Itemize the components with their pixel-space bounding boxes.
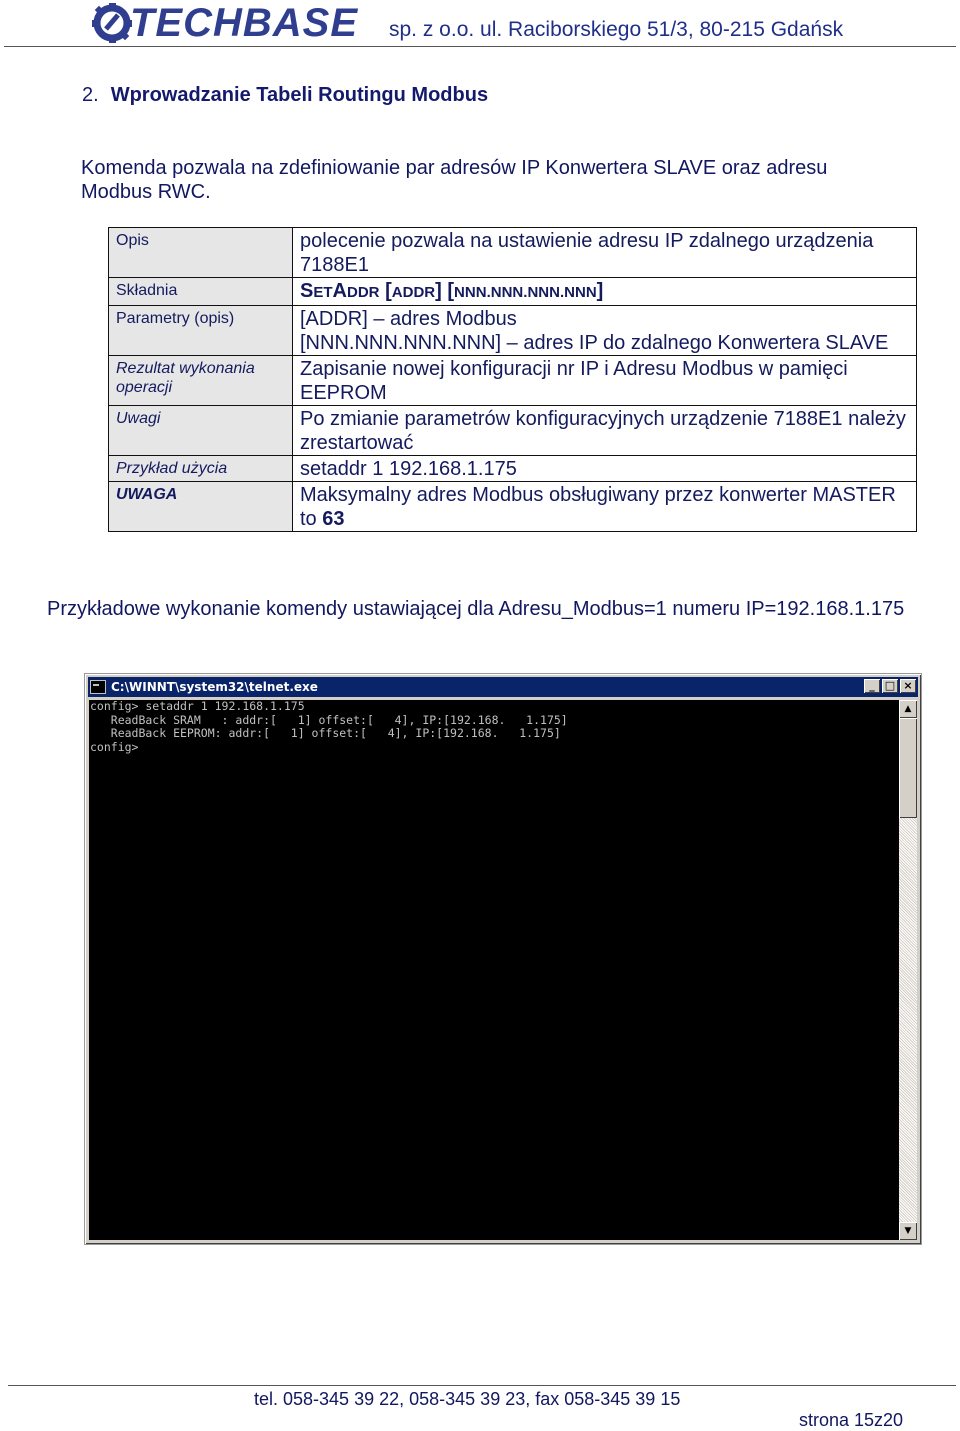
uwagi-value: Po zmianie parametrów konfiguracyjnych urządzenie 7188E1 należy zrestartować xyxy=(293,406,917,456)
company-name: TECHBASE xyxy=(130,1,359,45)
table-row xyxy=(109,306,917,356)
uwaga-value xyxy=(293,482,917,532)
przyklad-label: Przykład użycia xyxy=(109,456,293,482)
table-row xyxy=(109,356,917,406)
page-header xyxy=(0,0,960,48)
parametry-value xyxy=(293,306,917,356)
footer-divider xyxy=(8,1385,956,1386)
section-title: Wprowadzanie Tabeli Routingu Modbus xyxy=(110,84,489,106)
close-button[interactable]: × xyxy=(900,679,916,693)
uwaga-label: UWAGA xyxy=(109,482,293,532)
company-address: sp. z o.o. ul. Raciborskiego 51/3, 80-215 Gdańsk xyxy=(389,18,844,41)
window-titlebar[interactable] xyxy=(88,677,918,697)
section-number: 2. xyxy=(82,84,99,106)
intro-paragraph: Komenda pozwala na zdefiniowanie par adresów IP Konwertera SLAVE oraz adresu Modbus RWC. xyxy=(81,157,828,203)
opis-label: Opis xyxy=(109,228,293,278)
uwaga-text: Maksymalny adres Modbus obsługiwany przez konwerter MASTER to xyxy=(300,484,896,530)
scroll-thumb[interactable] xyxy=(899,718,917,818)
table-row xyxy=(109,228,917,278)
telnet-window[interactable] xyxy=(84,673,922,1245)
opis-value: polecenie pozwala na ustawienie adresu IP zdalnego urządzenia 7188E1 xyxy=(293,228,917,278)
techbase-logo xyxy=(92,2,358,44)
page-number: strona 15z20 xyxy=(799,1410,904,1430)
uwagi-label: Uwagi xyxy=(109,406,293,456)
parametry-label: Parametry (opis) xyxy=(109,306,293,356)
scroll-down-button[interactable]: ▼ xyxy=(899,1222,917,1240)
table-row xyxy=(109,456,917,482)
window-controls xyxy=(862,679,916,693)
rezultat-label: Rezultat wykonania operacji xyxy=(109,356,293,406)
vertical-scrollbar[interactable] xyxy=(899,700,917,1240)
section-heading xyxy=(82,84,488,107)
example-description: Przykładowe wykonanie komendy ustawiającej dla Adresu_Modbus=1 numeru IP=192.168.1.175 xyxy=(47,598,905,620)
table-row xyxy=(109,482,917,532)
minimize-button[interactable]: _ xyxy=(864,679,880,693)
skladnia-label: Składnia xyxy=(109,278,293,306)
command-table xyxy=(108,227,917,532)
console-text: config> setaddr 1 192.168.1.175 ReadBack SRAM : addr:[ 1] offset:[ 4], IP:[192.168. 1.175] ReadBack EEPROM: addr:[ 1] offset:[ 4], IP:[192.168. 1.175] config> xyxy=(90,699,568,754)
parametry-addr: [ADDR] – adres Modbus xyxy=(300,308,517,330)
footer-contact: tel. 058-345 39 22, 058-345 39 23, fax 058-345 39 15 xyxy=(254,1389,681,1409)
scroll-up-button[interactable]: ▲ xyxy=(899,700,917,718)
uwaga-max-address: 63 xyxy=(322,508,345,530)
console-output[interactable] xyxy=(89,700,899,1240)
table-row xyxy=(109,278,917,306)
window-title: C:\WINNT\system32\telnet.exe xyxy=(111,680,318,694)
header-divider xyxy=(4,46,956,47)
syntax-text: SETADDR [ADDR] [NNN.NNN.NNN.NNN] xyxy=(300,280,604,302)
maximize-button[interactable]: □ xyxy=(882,679,898,693)
table-row xyxy=(109,406,917,456)
parametry-ip: [NNN.NNN.NNN.NNN] – adres IP do zdalnego Konwertera SLAVE xyxy=(300,332,889,354)
console-icon[interactable] xyxy=(90,680,106,694)
przyklad-value: setaddr 1 192.168.1.175 xyxy=(293,456,917,482)
rezultat-value: Zapisanie nowej konfiguracji nr IP i Adresu Modbus w pamięci EEPROM xyxy=(293,356,917,406)
skladnia-value xyxy=(293,278,917,306)
